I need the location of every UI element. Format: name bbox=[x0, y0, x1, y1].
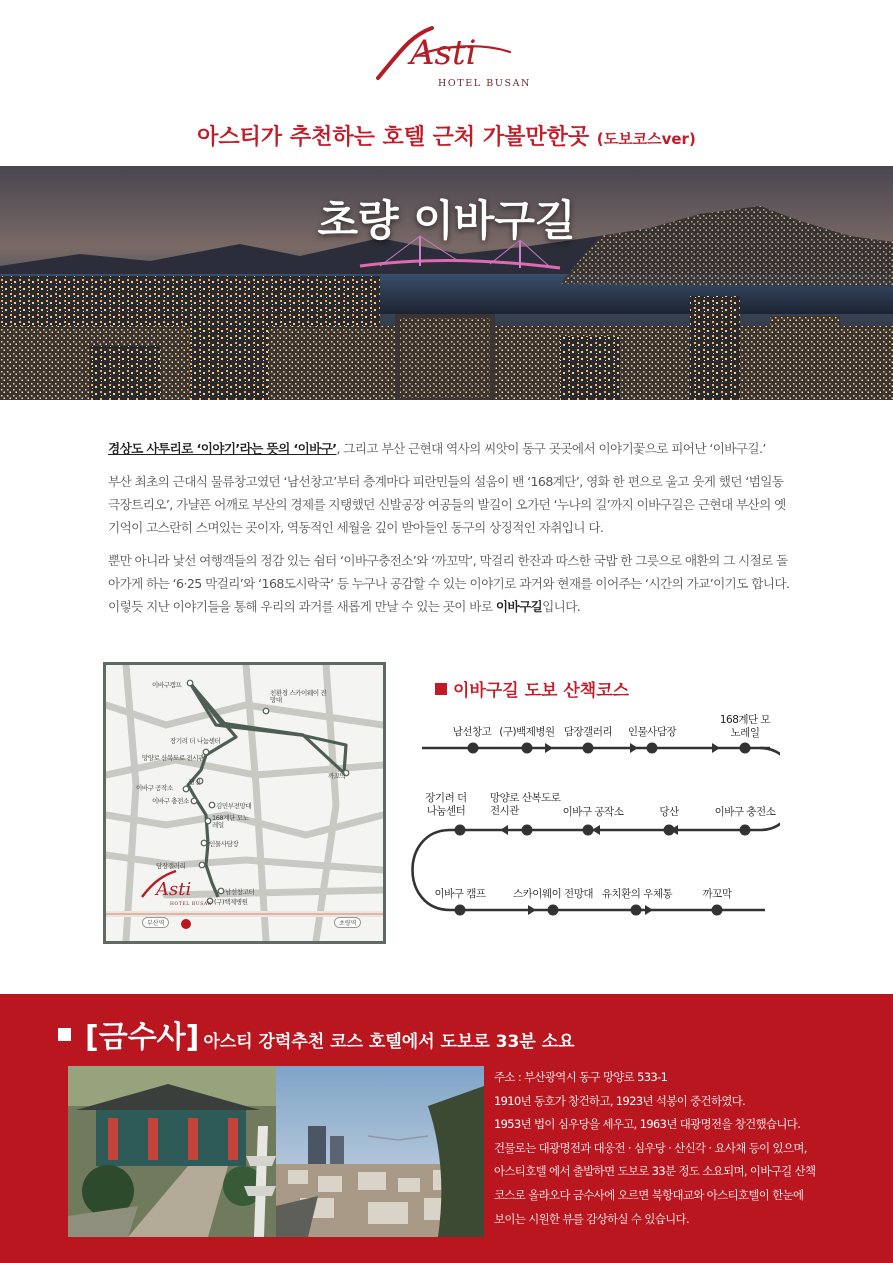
section-title-big: [금수사] bbox=[85, 1020, 200, 1055]
course-stop: 담장갤러리 bbox=[563, 726, 613, 738]
map-label: 망양로 산복도로 전시관 bbox=[141, 754, 204, 762]
logo-subtitle: HOTEL BUSAN bbox=[438, 78, 531, 89]
intro-paragraph-1 bbox=[108, 437, 798, 460]
headline-main: 아스티가 추천하는 호텔 근처 가볼만한곳 bbox=[197, 125, 590, 150]
address-line: 주소 : 부산광역시 동구 망양로 533-1 bbox=[494, 1070, 668, 1084]
course-stop: 까꼬막 bbox=[702, 888, 732, 900]
hotel-logo bbox=[0, 22, 893, 100]
map-label: 장기려 더 나눔센터 bbox=[170, 737, 221, 745]
intro-keyword: 경상도 사투리로 ‘이야기’라는 뜻의 ‘이바구’ bbox=[108, 441, 337, 456]
course-stop: 망양로 산복도로 전시관 bbox=[490, 792, 561, 817]
map-label: 담장갤러리 bbox=[156, 862, 186, 870]
course-stop: 장기려 더 나눔센터 bbox=[425, 792, 467, 817]
map-label: 이바구캠프 bbox=[152, 681, 182, 689]
hero-banner bbox=[0, 166, 893, 400]
map-station-busan: 부산역 bbox=[142, 917, 169, 928]
section-title-sub: 아스티 강력추천 코스 호텔에서 도보로 33분 소요 bbox=[203, 1032, 575, 1052]
course-title-text: 이바구길 도보 산책코스 bbox=[453, 681, 630, 701]
map-label: 이바구 공작소 bbox=[136, 784, 173, 792]
desc-line: 아스티호텔 에서 출발하면 도보로 33분 정도 소요되며, 이바구길 산책 bbox=[494, 1164, 816, 1179]
course-stop: (구)백제병원 bbox=[499, 726, 555, 738]
course-stop: 이바구 캠프 bbox=[434, 888, 486, 900]
course-title bbox=[435, 676, 629, 701]
temple-image bbox=[68, 1066, 484, 1237]
desc-line: 보이는 시원한 뷰를 감상하실 수 있습니다. bbox=[494, 1211, 689, 1226]
course-stop: 168계단 모노레일 bbox=[719, 714, 771, 739]
section-title bbox=[58, 1012, 575, 1056]
course-stop: 이바구 충전소 bbox=[714, 806, 776, 818]
desc-line: 건물로는 대광명전과 대웅전 · 심우당 · 산신각 · 요사채 등이 있으며, bbox=[494, 1140, 807, 1155]
intro-p3-b: 입니다. bbox=[542, 599, 581, 614]
intro-p3-strong: 이바구길 bbox=[495, 599, 543, 614]
square-bullet-icon bbox=[58, 1028, 71, 1041]
page-headline bbox=[0, 120, 893, 151]
map-logo-sub: HOTEL BUSAN bbox=[170, 902, 213, 907]
hotel-marker bbox=[181, 919, 191, 929]
course-stop: 이바구 공작소 bbox=[562, 806, 624, 818]
logo-text: Asti bbox=[410, 33, 477, 73]
map-label: 친환경 스카이웨이 전망대 bbox=[270, 689, 327, 704]
course-stop: 남선창고 bbox=[452, 726, 492, 738]
hero-title: 초량 이바구길 bbox=[317, 196, 576, 245]
desc-line: 코스로 올라오다 금수사에 오르면 북항대교와 아스티호텔이 한눈에 bbox=[494, 1187, 804, 1202]
headline-suffix: (도보코스ver) bbox=[596, 130, 696, 148]
map-label: 까꼬막 bbox=[328, 772, 346, 780]
map-label: 김민부전망대 bbox=[216, 802, 252, 810]
map-label: (구)백제병원 bbox=[214, 898, 248, 906]
course-stop: 스카이웨이 전망대 bbox=[513, 888, 593, 900]
desc-line: 1910년 동호가 창건하고, 1923년 석봉이 중건하였다. bbox=[494, 1093, 746, 1108]
course-stop: 당산 bbox=[659, 806, 679, 818]
map-label: 168계단 모노레일 bbox=[212, 814, 249, 829]
map-logo: Asti bbox=[156, 879, 192, 900]
temple-photos bbox=[68, 1066, 484, 1237]
section-description bbox=[494, 1066, 854, 1231]
map-label: 인물사담장 bbox=[209, 840, 239, 848]
intro-text bbox=[108, 437, 798, 628]
intro-p3-a: 뿐만 아니라 낯선 여행객들의 정감 있는 쉼터 ‘이바구충전소’와 ‘까꼬막’, 막걸리 한잔과 따스한 국밥 한 그릇으로 애환의 그 시절로 돌아가게 하는 ‘6·25 막걸리’와 ‘168도시락국’ 등 누구나 공감할 수 있는 이야기로 과거와 현재를 이어주는 ‘시간의 가교’이기도 합니다. 이렇듯 지난 이야기들을 통해 우리의 과거를 새롭게 만날 수 있는 곳이 바로 bbox=[108, 553, 790, 614]
course-stop: 유치환의 우체통 bbox=[601, 888, 673, 900]
map-label: 남선창고터 bbox=[225, 888, 255, 896]
intro-paragraph-2: 부산 최초의 근대식 물류창고였던 ‘남선창고’부터 층계마다 피란민들의 설움이 밴 ‘168계단’, 영화 한 편으로 울고 웃게 했던 ‘범일동 극장트리오’, 가냘픈 어깨로 부산의 경제를 지탱했던 신발공장 여공들의 발길이 오가던 ‘누나의 길’까지 이바구길은 근현대 부산의 옛 기억이 고스란히 스며있는 곳이자, 역동적인 세월을 깊이 받아들인 동구의 상징적인 자취입니 다. bbox=[108, 474, 786, 535]
intro-paragraph-3 bbox=[108, 549, 798, 618]
walking-map bbox=[103, 662, 386, 944]
desc-line: 1953년 법이 심우당을 세우고, 1963년 대광명전을 창건했습니다. bbox=[494, 1117, 801, 1132]
map-label: 당산 bbox=[189, 778, 201, 786]
asti-logo-mark bbox=[370, 22, 520, 82]
map-label: 이바구 충전소 bbox=[152, 797, 189, 805]
map-station-choryang: 초량역 bbox=[334, 917, 361, 928]
square-bullet-icon bbox=[435, 683, 447, 695]
intro-p1-rest: , 그리고 부산 근현대 역사의 씨앗이 동구 곳곳에서 이야기꽃으로 피어난 ‘이바구길.’ bbox=[336, 441, 766, 456]
course-stop: 인물사담장 bbox=[627, 726, 677, 738]
